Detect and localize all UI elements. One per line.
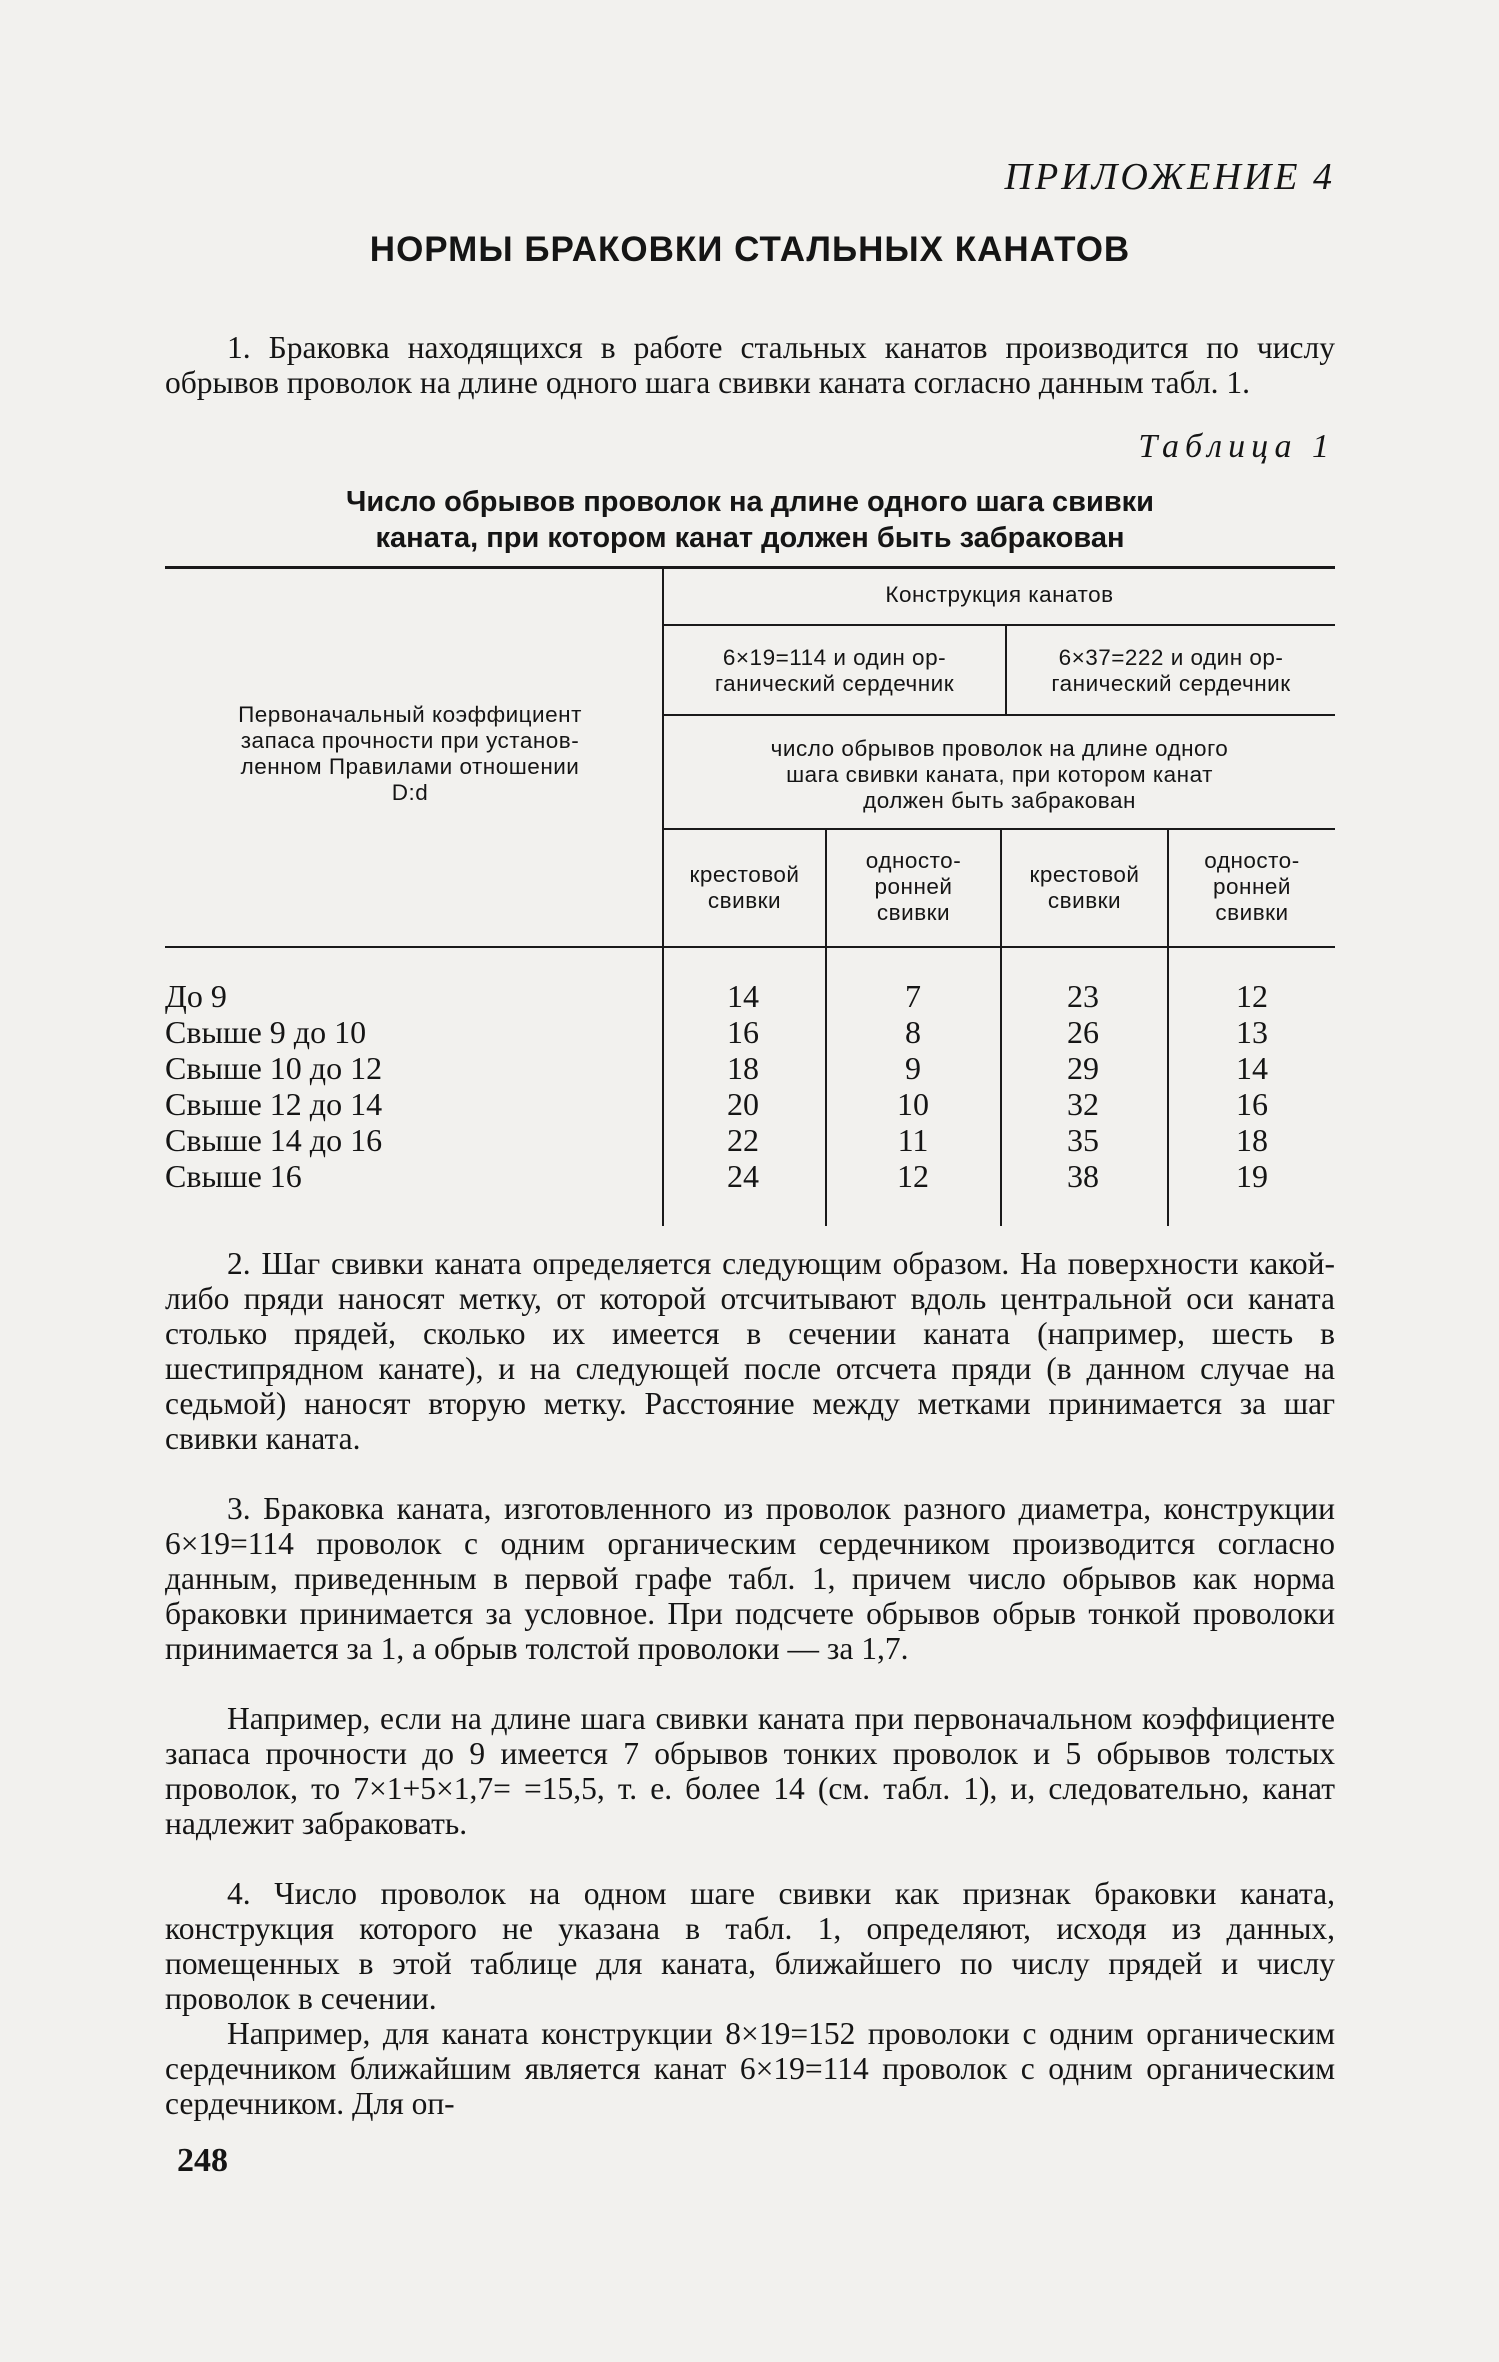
lay-one-side-b: односто- ронней свивки [1204, 848, 1300, 925]
cell-one-side-b: 14 [1236, 1050, 1268, 1086]
row-header: Первоначальный коэффициент запаса прочности при установ- ленном Правилами отношении D:d [238, 702, 582, 805]
cell-one-side-b: 12 [1236, 978, 1268, 1014]
construction-types-rule [662, 714, 1335, 716]
cell-one-side-b: 18 [1236, 1122, 1268, 1158]
row-label: До 9 [165, 978, 227, 1014]
paragraph-4: 4. Число проволок на одном шаге свивки как признак браковки каната, конструкция которого не указана в табл. 1, определяют, исходя из данных, помещенных в этой таблице для каната, ближайшего по числу прядей и числу проволок в сечении. [165, 1876, 1335, 2016]
row-label: Свыше 10 до 12 [165, 1050, 383, 1086]
cell-one-side-a: 8 [905, 1014, 921, 1050]
paragraph-3: 3. Браковка каната, изготовленного из проволок разного диаметра, конструкции 6×19=114 проволок с одним органическим сердечником производится согласно данным, приведенным в первой графе табл. 1, причем число обрывов как норма браковки принимается за условное. При подсчете обрывов обрыв тонкой проволоки принимается за 1, а обрыв толстой проволоки — за 1,7. [165, 1491, 1335, 1666]
cell-one-side-a: 11 [897, 1122, 929, 1158]
wire-breaks-table [165, 566, 1335, 1226]
cell-cross-a: 22 [727, 1122, 759, 1158]
cell-cross-b: 23 [1067, 978, 1099, 1014]
breaks-header: число обрывов проволок на длине одного шага свивки каната, при котором канат должен быть забракован [770, 736, 1229, 813]
cell-one-side-a: 9 [905, 1050, 921, 1086]
cell-one-side-a: 12 [897, 1158, 929, 1194]
table-caption-line-2: каната, при котором канат должен быть забракован [375, 522, 1125, 554]
paragraph-2: 2. Шаг свивки каната определяется следующим образом. На поверхности какой-либо пряди наносят метку, от которой отсчитывают вдоль центральной оси каната столько прядей, сколько их имеется в сечении каната (например, шесть в шестипрядном канате), и на следующей после отсчета пряди (в данном случае на седьмой) наносят вторую метку. Расстояние между метками принимается за шаг свивки каната. [165, 1246, 1335, 1456]
appendix-label: ПРИЛОЖЕНИЕ 4 [1004, 156, 1335, 198]
table-header-rule [165, 946, 1335, 948]
cell-cross-b: 38 [1067, 1158, 1099, 1194]
lay-one-side-a: односто- ронней свивки [865, 848, 962, 925]
construction-rule [662, 624, 1335, 626]
construction-6x37: 6×37=222 и один ор- ганический сердечник [1051, 645, 1291, 696]
cell-cross-a: 18 [727, 1050, 759, 1086]
lay-cross-a: крестовой свивки [689, 862, 800, 913]
cell-cross-a: 20 [727, 1086, 759, 1122]
row-label: Свыше 16 [165, 1158, 302, 1194]
cell-one-side-b: 19 [1236, 1158, 1268, 1194]
construction-header: Конструкция канатов [885, 582, 1114, 607]
cell-cross-a: 24 [727, 1158, 759, 1194]
cell-cross-b: 26 [1067, 1014, 1099, 1050]
cell-one-side-b: 16 [1236, 1086, 1268, 1122]
cell-one-side-b: 13 [1236, 1014, 1268, 1050]
cell-cross-a: 14 [727, 978, 759, 1014]
row-label: Свыше 9 до 10 [165, 1014, 367, 1050]
paragraph-example-1: Например, если на длине шага свивки каната при первоначальном коэффициенте запаса прочности до 9 имеется 7 обрывов тонких проволок и 5 обрывов толстых проволок, то 7×1+5×1,7= =15,5, т. е. более 14 (см. табл. 1), и, следовательно, канат надлежит забраковать. [165, 1701, 1335, 1841]
table-caption [165, 484, 1335, 556]
cell-one-side-a: 10 [897, 1086, 929, 1122]
construction-6x19: 6×19=114 и один ор- ганический сердечник [714, 645, 955, 696]
cell-cross-a: 16 [727, 1014, 759, 1050]
breaks-header-rule [662, 828, 1335, 830]
cell-cross-b: 29 [1067, 1050, 1099, 1086]
table-label: Таблица 1 [1138, 428, 1335, 465]
paragraph-example-2: Например, для каната конструкции 8×19=152 проволоки с одним органическим сердечником ближайшим является канат 6×19=114 проволок с одним органическим сердечником. Для оп- [165, 2016, 1335, 2121]
row-label: Свыше 12 до 14 [165, 1086, 383, 1122]
page-number: 248 [177, 2142, 228, 2179]
table-top-rule [165, 566, 1335, 569]
table-caption-line-1: Число обрывов проволок на длине одного шага свивки [345, 486, 1155, 518]
cell-one-side-a: 7 [905, 978, 921, 1014]
cell-cross-b: 35 [1067, 1122, 1099, 1158]
page-title: НОРМЫ БРАКОВКИ СТАЛЬНЫХ КАНАТОВ [369, 230, 1131, 269]
row-label: Свыше 14 до 16 [165, 1122, 383, 1158]
cell-cross-b: 32 [1067, 1086, 1099, 1122]
lay-cross-b: крестовой свивки [1029, 862, 1140, 913]
intro-paragraph: 1. Браковка находящихся в работе стальных канатов производится по числу обрывов проволок на длине одного шага свивки каната согласно данным табл. 1. [165, 330, 1335, 400]
